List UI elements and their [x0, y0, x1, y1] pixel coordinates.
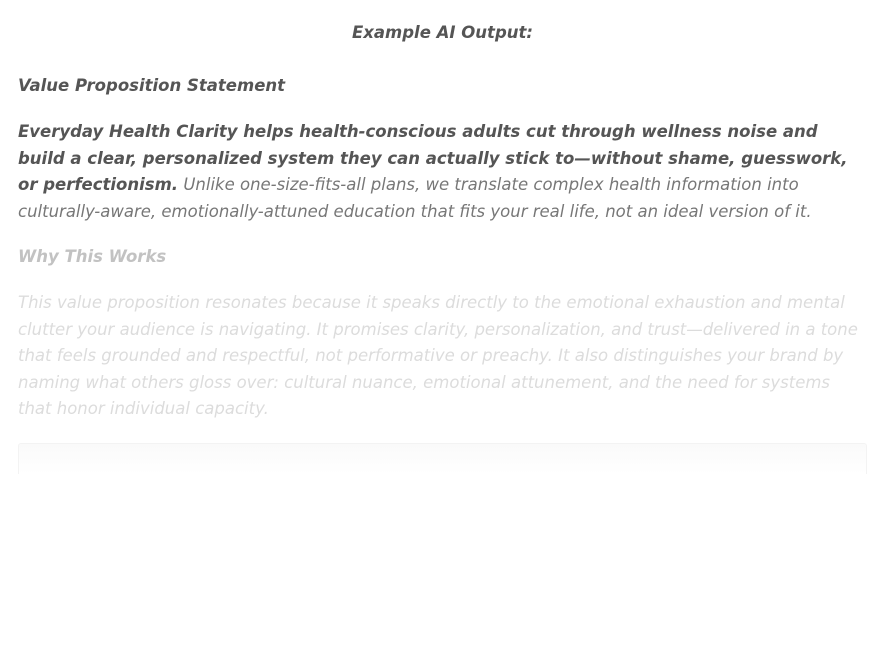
- value-proposition-lead: Everyday Health Clarity helps health-conscious adults cut through wellness noise and build a clear, personalized system they can actually stick to—without shame, guesswork, or perfectionism.: [18, 122, 848, 194]
- why-this-works-paragraph: This value proposition resonates because it speaks directly to the emotional exhaustion and mental clutter your audience is navigating. It promises clarity, personalization, and trust—delivered in a tone that feels grounded and respectful, not performative or preachy. It also distinguishes your brand by naming what others gloss over: cultural nuance, emotional attunement, and the need for systems that honor individual capacity.: [18, 293, 858, 418]
- value-proposition-rest: Unlike one-size-fits-all plans, we translate complex health information into culturally-aware, emotionally-attuned education that fits your real life, not an ideal version of it.: [18, 175, 812, 221]
- value-proposition-title: Value Proposition Statement: [18, 76, 286, 95]
- why-this-works-title: Why This Works: [18, 247, 167, 266]
- value-proposition-paragraph: [18, 119, 867, 225]
- faded-content-box: [18, 443, 867, 474]
- example-output-heading: Example AI Output:: [351, 23, 533, 42]
